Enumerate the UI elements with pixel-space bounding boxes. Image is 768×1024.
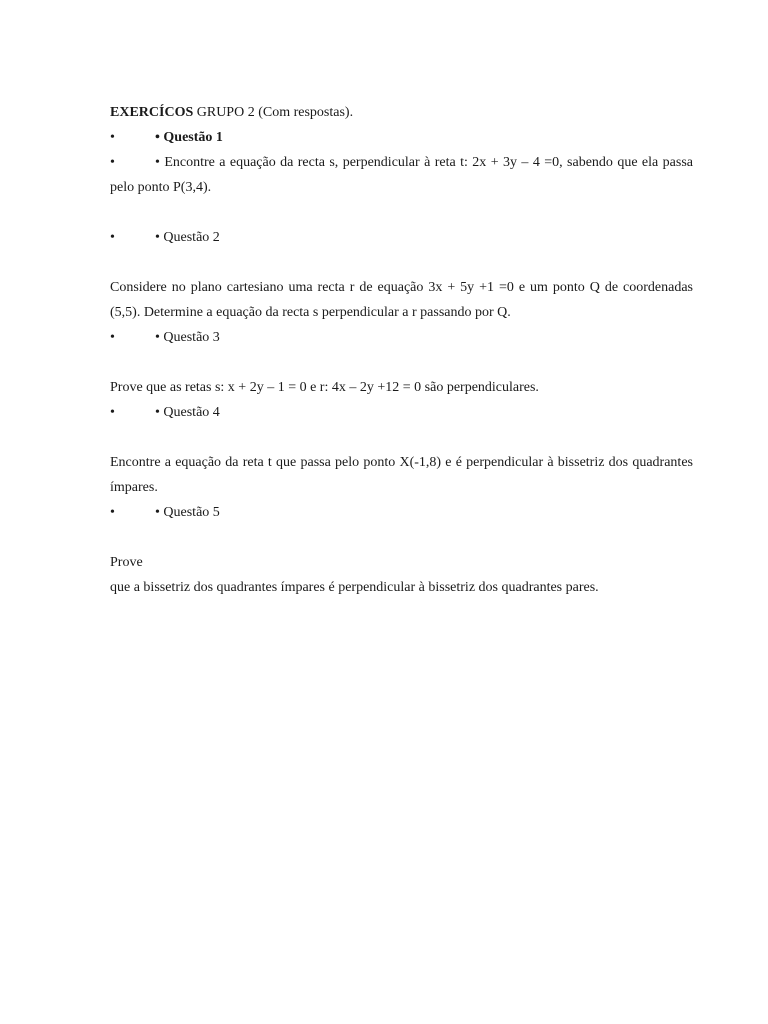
- bullet-marker: •: [110, 130, 115, 145]
- q1-title: Questão 1: [163, 130, 223, 145]
- inner-bullet: •: [155, 330, 164, 345]
- q2-heading: [110, 225, 693, 250]
- header-bold: EXERCÍCOS: [110, 105, 194, 120]
- header-rest: GRUPO 2 (Com respostas).: [193, 105, 354, 120]
- q1-text-block: [110, 150, 693, 200]
- q5-text-line2: que a bissetriz dos quadrantes ímpares é perpendicular à bissetriz dos quadrantes pares.: [110, 580, 599, 595]
- q3-heading: [110, 325, 693, 350]
- bullet-marker: •: [110, 155, 115, 170]
- bullet-marker: •: [110, 505, 115, 520]
- document-content: [110, 100, 693, 600]
- bullet-marker: •: [110, 330, 115, 345]
- q3-text: Prove que as retas s: x + 2y – 1 = 0 e r: 4x – 2y +12 = 0 são perpendiculares.: [110, 380, 539, 395]
- inner-bullet: •: [155, 230, 164, 245]
- q4-title: Questão 4: [163, 405, 220, 420]
- inner-bullet: •: [155, 130, 164, 145]
- q1-text: Encontre a equação da recta s, perpendicular à reta t: 2x + 3y – 4 =0, sabendo que ela passa pelo ponto P(3,4).: [110, 155, 693, 195]
- inner-bullet: •: [155, 155, 165, 170]
- inner-bullet: •: [155, 405, 164, 420]
- q4-heading: [110, 400, 693, 425]
- q5-text-line1: Prove: [110, 555, 143, 570]
- document-header: [110, 100, 693, 125]
- q2-title: Questão 2: [163, 230, 220, 245]
- bullet-marker: •: [110, 405, 115, 420]
- q2-text: Considere no plano cartesiano uma recta r de equação 3x + 5y +1 =0 e um ponto Q de coordenadas (5,5). Determine a equação da recta s perpendicular a r passando por Q.: [110, 280, 693, 320]
- q4-text: Encontre a equação da reta t que passa pelo ponto X(-1,8) e é perpendicular à bissetriz dos quadrantes ímpares.: [110, 455, 693, 495]
- bullet-marker: •: [110, 230, 115, 245]
- q3-title: Questão 3: [163, 330, 220, 345]
- inner-bullet: •: [155, 505, 164, 520]
- q5-heading: [110, 500, 693, 525]
- q5-title: Questão 5: [163, 505, 220, 520]
- q1-heading: [110, 125, 693, 150]
